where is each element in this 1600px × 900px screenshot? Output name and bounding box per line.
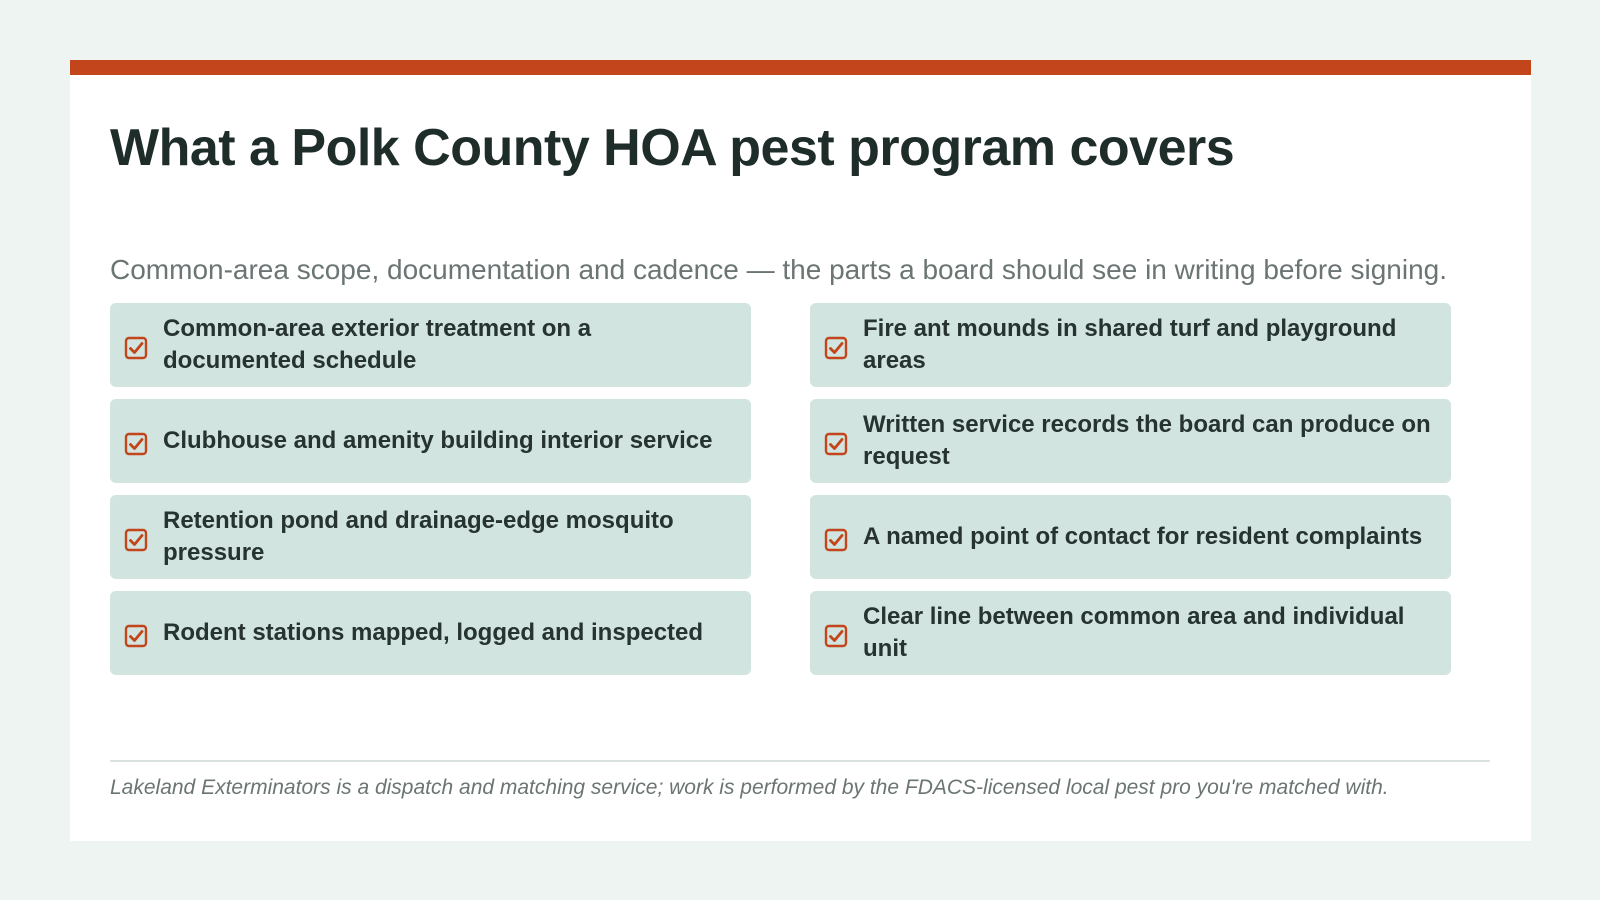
checklist-item-label: Retention pond and drainage-edge mosquito pressure bbox=[163, 507, 674, 566]
checked-box-icon bbox=[824, 528, 848, 552]
checked-box-icon bbox=[824, 624, 848, 648]
checklist-item-label: Rodent stations mapped, logged and inspected bbox=[163, 619, 704, 646]
checklist-item bbox=[810, 399, 1451, 483]
checklist-item bbox=[110, 303, 751, 387]
checklist-item-label: Common-area exterior treatment on a documented schedule bbox=[163, 315, 592, 374]
checked-box-icon bbox=[824, 432, 848, 456]
page-title: What a Polk County HOA pest program covers bbox=[110, 119, 1235, 177]
checked-box-icon bbox=[824, 336, 848, 360]
page-subtitle: Common-area scope, documentation and cadence — the parts a board should see in writing before signing. bbox=[110, 254, 1448, 285]
checklist-item bbox=[110, 591, 751, 675]
checked-box-icon bbox=[124, 624, 148, 648]
checklist-item bbox=[810, 495, 1451, 579]
content-card bbox=[70, 60, 1531, 841]
checklist-item-label: Fire ant mounds in shared turf and playground areas bbox=[863, 315, 1397, 374]
checklist-item bbox=[110, 399, 751, 483]
checked-box-icon bbox=[124, 336, 148, 360]
checklist-item-label: A named point of contact for resident complaints bbox=[863, 523, 1423, 550]
accent-bar bbox=[70, 60, 1531, 75]
footnote: Lakeland Exterminators is a dispatch and matching service; work is performed by the FDACS-licensed local pest pro you're matched with. bbox=[110, 776, 1389, 799]
checked-box-icon bbox=[124, 528, 148, 552]
checklist-item bbox=[810, 591, 1451, 675]
checklist-item bbox=[110, 495, 751, 579]
checklist-item-label: Clubhouse and amenity building interior service bbox=[163, 427, 713, 454]
checklist-item-label: Clear line between common area and individual unit bbox=[863, 603, 1405, 662]
checklist-item bbox=[810, 303, 1451, 387]
divider bbox=[110, 760, 1490, 762]
checked-box-icon bbox=[124, 432, 148, 456]
checklist-item-label: Written service records the board can produce on request bbox=[863, 411, 1431, 470]
checklist-grid bbox=[110, 303, 1451, 675]
